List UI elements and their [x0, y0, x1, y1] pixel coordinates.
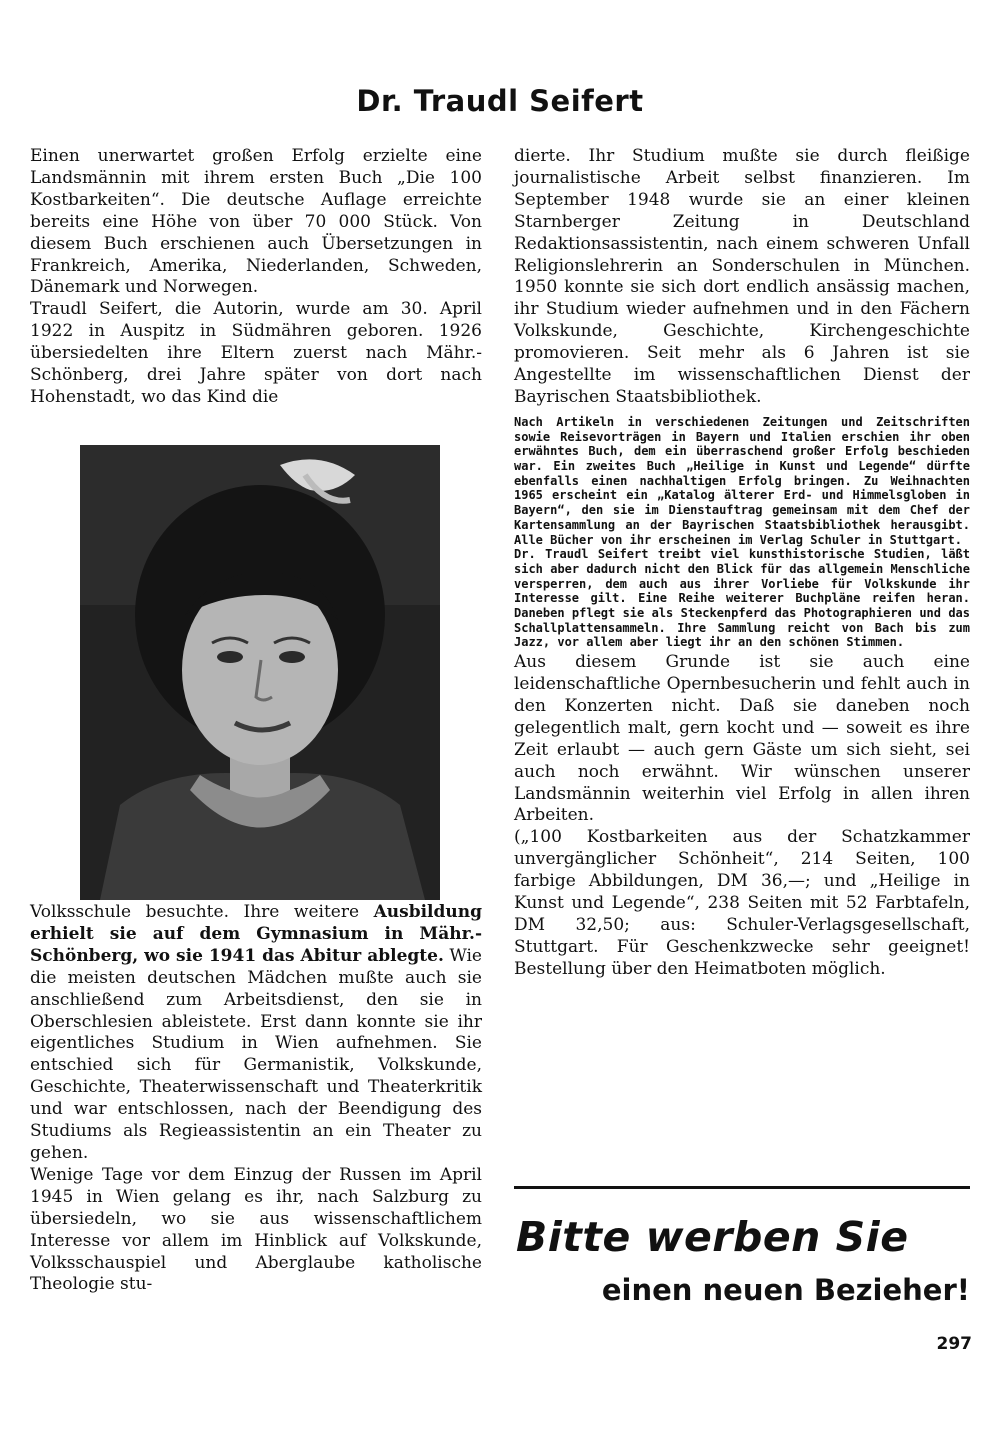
hobbies-paragraph: Dr. Traudl Seifert treibt viel kunsthistorische Studien, läßt sich aber dadurch nicht den Blick für das allgemein Menschliche versperren, dem auch aus ihrer Vorliebe für Volkskunde ihr Interesse gilt. Eine Reihe weiterer Buchpläne reifen heran. Daneben pflegt sie als Steckenpferd das Photographieren und das Schallplattensammeln. Ihre Sammlung reicht von Bach bis zum Jazz, vor allem aber liegt ihr an den schönen Stimmen. — [514, 547, 970, 650]
right-column — [514, 146, 970, 981]
intro-paragraph: Einen unerwartet großen Erfolg erzielte eine Landsmännin mit ihrem ersten Buch „Die 100 Kostbarkeiten“. Die deutsche Auflage erreichte bereits eine Höhe von über 70 000 Stück. Von diesem Buch erschienen auch Übersetzungen in Frankreich, Amerika, Niederlanden, Schweden, Dänemark und Norwegen. — [30, 146, 482, 298]
books-info-paragraph: („100 Kostbarkeiten aus der Schatzkammer unvergänglicher Schönheit“, 214 Seiten, 100 farbige Abbildungen, DM 36,—; und „Heilige in Kunst und Legende“, 238 Seiten mit 52 Farbtafeln, DM 32,50; aus: Schuler-Verlagsgesellschaft, Stuttgart. Für Geschenkzwecke sehr geeignet! Bestellung über den Heimatboten möglich. — [514, 827, 970, 979]
studies-paragraph: dierte. Ihr Studium mußte sie durch fleißige journalistische Arbeit selbst finanzieren. Im September 1948 wurde sie an einer kleinen Starnberger Zeitung in Deutschland Redaktionsassistentin, nach einem schweren Unfall Religionslehrerin an Sonderschulen in München. 1950 konnte sie sich dort endlich ansässig machen, ihr Studium wieder aufnehmen und in den Fächern Volkskunde, Geschichte, Kirchengeschichte promovieren. Seit mehr als 6 Jahren ist sie Angestellte im wissenschaftlichen Dienst der Bayrischen Staatsbibliothek. — [514, 146, 970, 407]
page-number: 297 — [936, 1334, 972, 1354]
education-paragraph — [30, 902, 482, 1165]
portrait-photo — [80, 445, 440, 900]
left-column-lower — [30, 902, 482, 1296]
publications-paragraph: Nach Artikeln in verschiedenen Zeitungen und Zeitschriften sowie Reisevorträgen in Bayern und Italien erschien ihr oben erwähntes Buch, dem ein überraschend großer Erfolg beschieden war. Ein zweites Buch „Heilige in Kunst und Legende“ dürfte ebenfalls einen nachhaltigen Erfolg bringen. Zu Weihnachten 1965 erscheint ein „Katalog älterer Erd- und Himmelsgloben in Bayern“, den sie im Dienstauftrag gemeinsam mit dem Chef der Kartensammlung an der Bayrischen Staatsbibliothek herausgibt. Alle Bücher von ihr erscheinen im Verlag Schuler in Stuttgart. — [514, 414, 970, 547]
portrait-illustration — [80, 445, 440, 900]
page-title: Dr. Traudl Seifert — [356, 84, 644, 118]
advert-subline: einen neuen Bezieher! — [601, 1273, 970, 1307]
small-print-block — [514, 415, 970, 650]
education-text-bold: Ausbildung erhielt sie auf dem Gymnasium in Mähr.-Schönberg, wo sie 1941 das Abitur ablegte. — [30, 902, 482, 966]
opera-paragraph: Aus diesem Grunde ist sie auch eine leidenschaftliche Opernbesucherin und fehlt auch in den Konzerten nicht. Daß sie daneben noch gelegentlich malt, gern kocht und — soweit es ihre Zeit erlaubt — auch gern Gäste um sich sieht, sei auch noch erwähnt. Wir wünschen unserer Landsmännin weiterhin viel Erfolg in allen ihren Arbeiten. — [514, 652, 970, 826]
advert-divider — [514, 1186, 970, 1189]
salzburg-paragraph: Wenige Tage vor dem Einzug der Russen im April 1945 in Wien gelang es ihr, nach Salzburg zu übersiedeln, wo sie aus wissenschaftlichem Interesse vor allem im Hinblick auf Volkskunde, Volksschauspiel und Aberglaube katholische Theologie stu- — [30, 1164, 482, 1295]
education-text-end: Wie die meisten deutschen Mädchen mußte auch sie anschließend zum Arbeitsdienst, den sie in Oberschlesien ableistete. Erst dann konnte sie ihr eigentliches Studium in Wien aufnehmen. Sie entschied sich für Germanistik, Volkskunde, Geschichte, Theaterwissenschaft und Theaterkritik und war entschlossen, nach der Beendigung des Studiums als Regieassistentin an ein Theater zu gehen. — [30, 945, 482, 1163]
left-column-upper — [30, 146, 482, 409]
advert-headline: Bitte werben Sie — [516, 1213, 909, 1261]
education-text-start: Volksschule besuchte. Ihre weitere — [30, 902, 374, 922]
birth-paragraph: Traudl Seifert, die Autorin, wurde am 30. April 1922 in Auspitz in Südmähren geboren. 1926 übersiedelten ihre Eltern zuerst nach Mähr.-Schönberg, drei Jahre später von dort nach Hohenstadt, wo das Kind die — [30, 299, 482, 407]
